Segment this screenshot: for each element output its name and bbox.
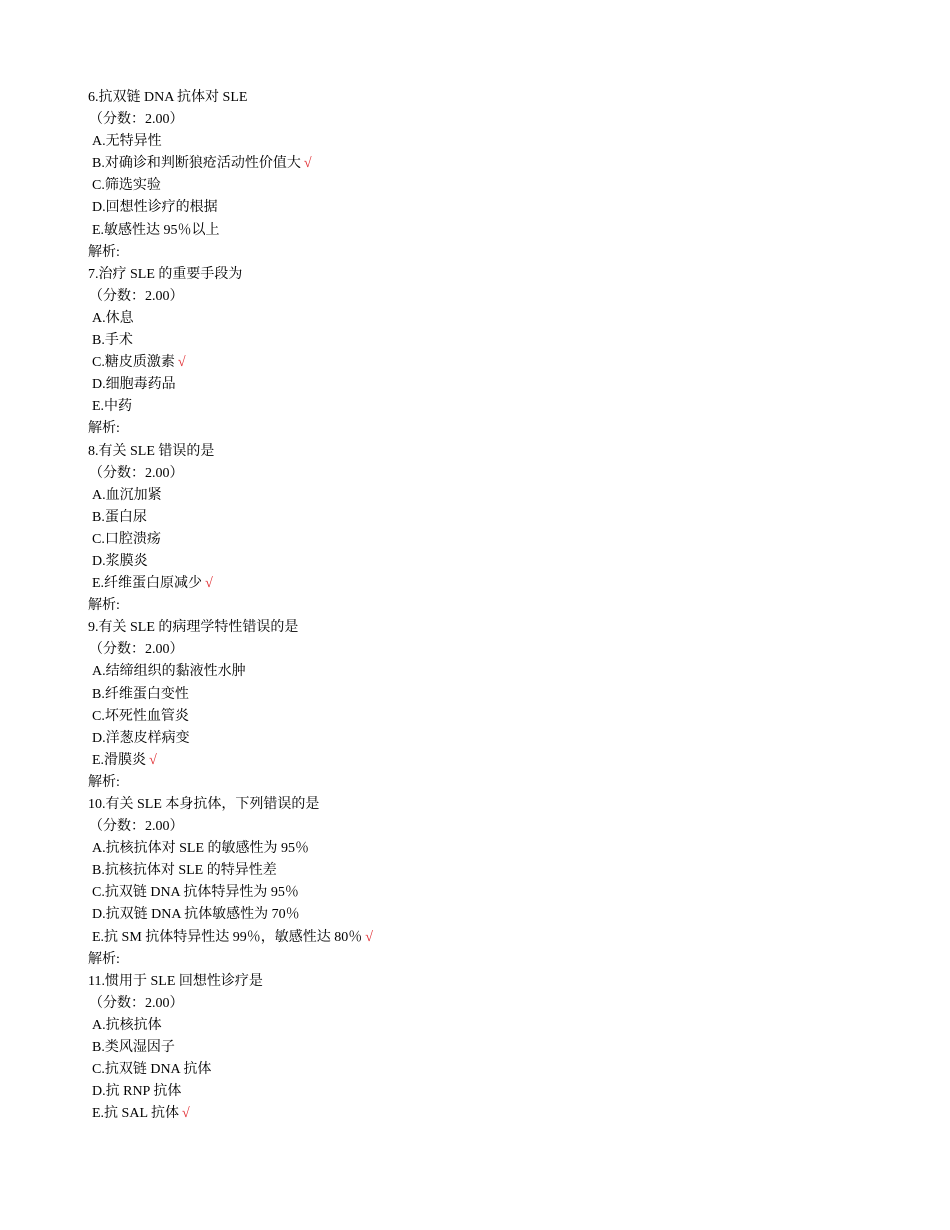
option-text: E.纤维蛋白原减少 [92,576,203,592]
option-item [88,308,888,330]
option-item [88,904,888,926]
option-item [88,374,888,396]
question-score: （分数：2.00） [89,642,184,658]
option-text: D.回想性诊疗的根据 [92,200,218,216]
correct-check-icon: √ [365,929,373,945]
question-title: 9.有关 SLE 的病理学特性错误的是 [88,620,299,636]
option-item [88,197,888,219]
option-text: C.口腔溃疡 [92,531,161,547]
question-score: （分数：2.00） [89,112,184,128]
option-item [88,661,888,683]
option-text: B.类风湿因子 [92,1040,175,1056]
option-item [88,1037,888,1059]
question-score: （分数：2.00） [89,465,184,481]
question-score: （分数：2.00） [89,819,184,835]
option-item [88,175,888,197]
option-item [88,838,888,860]
question-title: 11.惯用于 SLE 回想性诊疗是 [88,973,263,989]
question-block [88,264,888,441]
analysis-label: 解析: [88,774,120,790]
correct-check-icon: √ [181,1106,190,1122]
question-block [88,441,888,618]
question-block [88,87,888,264]
option-item [88,396,888,418]
option-text: D.抗 RNP 抗体 [92,1084,182,1100]
option-item [88,1059,888,1081]
option-item [88,330,888,352]
option-item [88,485,888,507]
option-text: B.抗核抗体对 SLE 的特异性差 [92,863,277,879]
option-item [88,750,888,772]
option-item [88,529,888,551]
option-item [88,352,888,374]
correct-check-icon: √ [177,355,186,371]
option-text: B.对确诊和判断狼疮活动性价值大 [92,156,301,172]
option-item [88,684,888,706]
option-text: B.蛋白尿 [92,509,147,525]
option-item [88,860,888,882]
question-block [88,617,888,794]
exam-document [88,87,888,1125]
option-text: E.抗 SAL 抗体 [92,1106,179,1122]
option-text: A.结缔组织的黏液性水肿 [92,664,246,680]
option-item [88,706,888,728]
option-text: E.敏感性达 95％以上 [92,222,220,238]
option-item [88,728,888,750]
option-text: C.抗双链 DNA 抗体特异性为 95％ [92,885,299,901]
option-text: E.滑膜炎 [92,752,147,768]
option-text: C.坏死性血管炎 [92,708,189,724]
option-text: A.抗核抗体 [92,1017,162,1033]
option-text: D.抗双链 DNA 抗体敏感性为 70％ [92,907,300,923]
question-block [88,794,888,971]
option-text: E.抗 SM 抗体特异性达 99％，敏感性达 80％ [92,929,363,945]
question-block [88,971,888,1126]
option-item [88,153,888,175]
option-item [88,1103,888,1125]
option-text: E.中药 [92,399,133,415]
option-text: D.浆膜炎 [92,553,148,569]
analysis-label: 解析: [88,951,120,967]
question-title: 7.治疗 SLE 的重要手段为 [88,266,243,282]
question-title: 6.抗双链 DNA 抗体对 SLE [88,90,248,105]
analysis-label: 解析: [88,244,120,260]
question-score: （分数：2.00） [89,288,184,304]
option-item [88,220,888,242]
analysis-label: 解析: [88,421,120,437]
question-title: 10.有关 SLE 本身抗体，下列错误的是 [88,797,320,812]
option-text: B.纤维蛋白变性 [92,686,189,702]
option-item [88,573,888,595]
option-text: A.无特异性 [92,134,162,150]
option-item [88,882,888,904]
option-text: B.手术 [92,333,133,349]
option-item [88,927,888,949]
analysis-label: 解析: [88,598,120,614]
option-text: A.休息 [92,310,134,326]
option-text: D.细胞毒药品 [92,377,176,393]
option-item [88,507,888,529]
option-item [88,1081,888,1103]
option-text: A.血沉加紧 [92,487,162,503]
option-item [88,1015,888,1037]
option-text: C.筛选实验 [92,178,161,194]
correct-check-icon: √ [205,576,213,592]
option-text: C.抗双链 DNA 抗体 [92,1062,212,1078]
correct-check-icon: √ [149,752,157,768]
question-title: 8.有关 SLE 错误的是 [88,443,215,459]
option-item [88,551,888,573]
correct-check-icon: √ [303,156,312,172]
option-text: C.糖皮质激素 [92,355,175,371]
option-text: A.抗核抗体对 SLE 的敏感性为 95％ [92,841,309,857]
option-item [88,131,888,153]
question-score: （分数：2.00） [89,995,184,1011]
option-text: D.洋葱皮样病变 [92,730,190,746]
